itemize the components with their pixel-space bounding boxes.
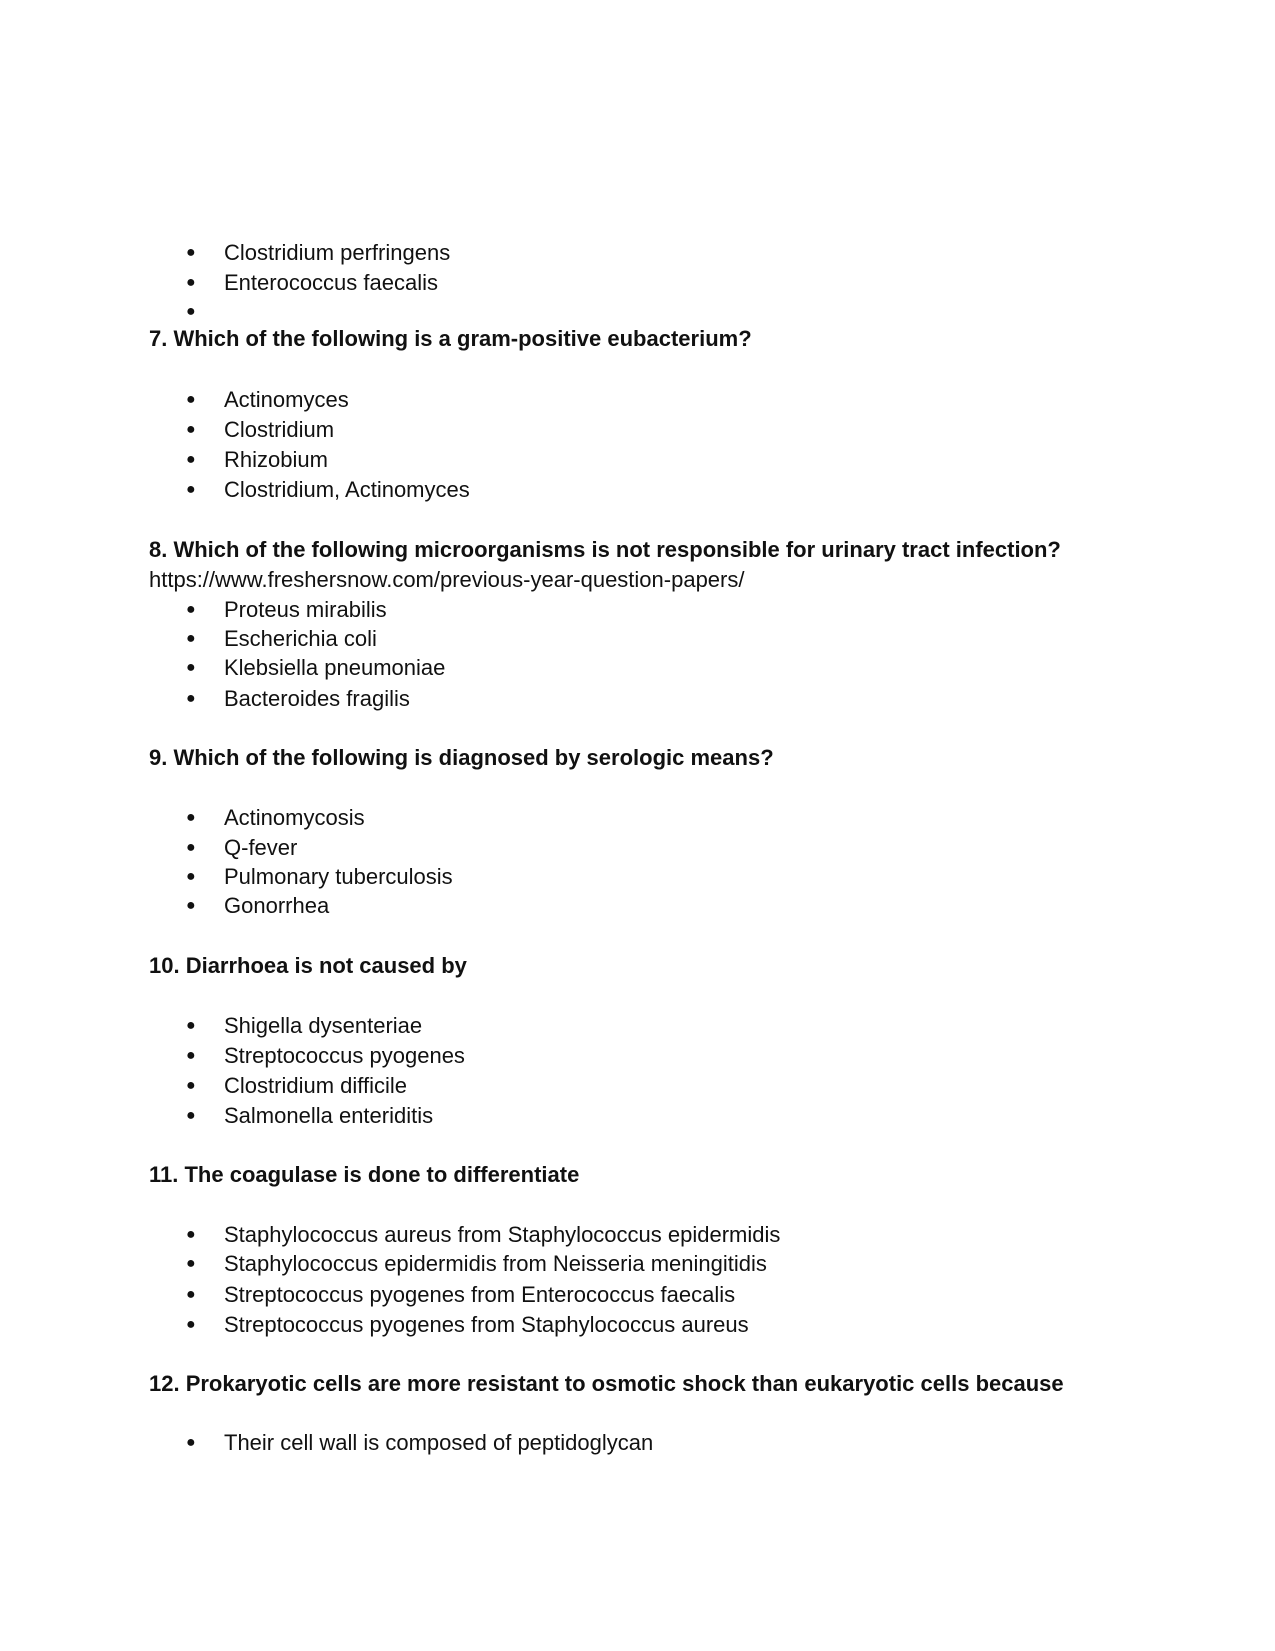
list-item xyxy=(0,862,1100,892)
bullet-icon: ● xyxy=(186,1255,196,1272)
option-text: Shigella dysenteriae xyxy=(224,1013,423,1038)
list-item xyxy=(0,1428,1100,1458)
list-item xyxy=(0,1220,1100,1250)
option-text: Gonorrhea xyxy=(224,893,330,918)
option-text: Clostridium, Actinomyces xyxy=(224,477,470,502)
list-item xyxy=(0,595,1100,625)
option-text: Clostridium difficile xyxy=(224,1073,407,1098)
list-item xyxy=(0,385,1100,415)
source-link[interactable]: https://www.freshersnow.com/previous-year-question-papers/ xyxy=(149,567,745,592)
list-item xyxy=(0,1011,1100,1041)
option-text: Staphylococcus epidermidis from Neisseria meningitidis xyxy=(224,1251,767,1276)
list-item xyxy=(0,475,1100,505)
bullet-icon: ● xyxy=(186,897,196,914)
list-item xyxy=(0,653,1100,683)
bullet-icon: ● xyxy=(186,421,196,438)
option-text: Escherichia coli xyxy=(224,626,377,651)
option-text: Streptococcus pyogenes from Staphylococcus aureus xyxy=(224,1312,749,1337)
list-item xyxy=(0,415,1100,445)
option-text: Streptococcus pyogenes xyxy=(224,1043,465,1068)
bullet-icon: ● xyxy=(186,1077,196,1094)
bullet-icon: ● xyxy=(186,1434,196,1451)
list-item xyxy=(0,1071,1100,1101)
list-item xyxy=(0,833,1100,863)
question-title: 7. Which of the following is a gram-positive eubacterium? xyxy=(149,326,752,351)
bullet-icon: ● xyxy=(186,690,196,707)
option-text: Streptococcus pyogenes from Enterococcus faecalis xyxy=(224,1282,736,1307)
bullet-icon: ● xyxy=(186,868,196,885)
option-text: Enterococcus faecalis xyxy=(224,270,438,295)
bullet-icon: ● xyxy=(186,1017,196,1034)
bullet-icon: ● xyxy=(186,244,196,261)
option-text: Clostridium xyxy=(224,417,335,442)
option-text: Clostridium perfringens xyxy=(224,240,451,265)
bullet-icon: ● xyxy=(186,1107,196,1124)
option-text: Actinomycosis xyxy=(224,805,365,830)
bullet-icon: ● xyxy=(186,303,196,320)
bullet-icon: ● xyxy=(186,1316,196,1333)
list-item xyxy=(0,684,1100,714)
list-item xyxy=(0,238,1100,268)
question-title: 9. Which of the following is diagnosed by serologic means? xyxy=(149,745,774,770)
list-item xyxy=(0,891,1100,921)
bullet-icon: ● xyxy=(186,659,196,676)
list-item xyxy=(0,1041,1100,1071)
option-text: Pulmonary tuberculosis xyxy=(224,864,453,889)
list-item xyxy=(0,1249,1100,1279)
option-text: Bacteroides fragilis xyxy=(224,686,410,711)
option-text: Rhizobium xyxy=(224,447,328,472)
bullet-icon: ● xyxy=(186,630,196,647)
list-item xyxy=(0,1101,1100,1131)
bullet-icon: ● xyxy=(186,481,196,498)
option-text: Staphylococcus aureus from Staphylococcus epidermidis xyxy=(224,1222,781,1247)
option-text: Klebsiella pneumoniae xyxy=(224,655,446,680)
bullet-icon: ● xyxy=(186,839,196,856)
bullet-icon: ● xyxy=(186,1047,196,1064)
list-item xyxy=(0,297,1100,327)
bullet-icon: ● xyxy=(186,809,196,826)
list-item xyxy=(0,803,1100,833)
list-item xyxy=(0,1280,1100,1310)
option-text: Salmonella enteriditis xyxy=(224,1103,434,1128)
question-title: 8. Which of the following microorganisms is not responsible for urinary tract infection? xyxy=(149,537,1061,562)
option-text: Q-fever xyxy=(224,835,298,860)
list-item xyxy=(0,268,1100,298)
question-title: 12. Prokaryotic cells are more resistant to osmotic shock than eukaryotic cells because xyxy=(149,1371,1064,1396)
bullet-icon: ● xyxy=(186,274,196,291)
option-text: Actinomyces xyxy=(224,387,349,412)
option-text: Their cell wall is composed of peptidoglycan xyxy=(224,1430,654,1455)
bullet-icon: ● xyxy=(186,451,196,468)
bullet-icon: ● xyxy=(186,391,196,408)
bullet-icon: ● xyxy=(186,601,196,618)
list-item xyxy=(0,1310,1100,1340)
option-text: Proteus mirabilis xyxy=(224,597,387,622)
bullet-icon: ● xyxy=(186,1286,196,1303)
bullet-icon: ● xyxy=(186,1226,196,1243)
question-title: 10. Diarrhoea is not caused by xyxy=(149,953,467,978)
list-item xyxy=(0,445,1100,475)
question-title: 11. The coagulase is done to differentiate xyxy=(149,1162,580,1187)
list-item xyxy=(0,624,1100,654)
